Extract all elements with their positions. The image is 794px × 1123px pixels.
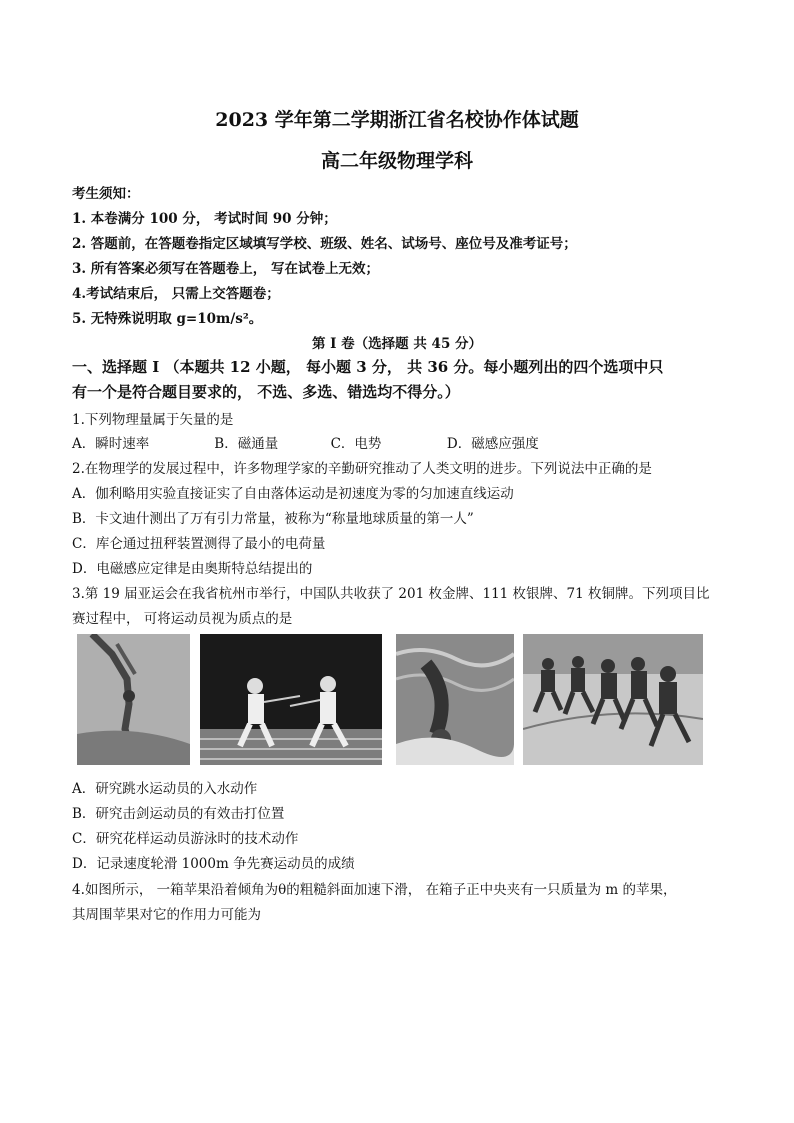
q2-option-d: D．电磁感应定律是由奥斯特总结提出的 — [72, 561, 313, 577]
q3-option-c: C．研究花样运动员游泳时的技术动作 — [72, 831, 299, 847]
q1-options — [72, 432, 539, 452]
q3-stem-line2: 赛过程中， 可将运动员视为质点的是 — [72, 611, 293, 627]
section-title: 第 Ⅰ 卷（选择题 共 45 分） — [311, 336, 483, 352]
q1-option-c: C．电势 — [330, 436, 382, 452]
exam-subtitle: 高二年级物理学科 — [320, 150, 473, 172]
speed-skating-photo — [523, 634, 703, 765]
q3-stem-line1: 3.第 19 届亚运会在我省杭州市举行，中国队共收获了 201 枚金牌、111 枚银牌、71 枚铜牌。下列项目比 — [72, 586, 710, 602]
notice-heading: 考生须知： — [72, 186, 140, 202]
q1-option-d: D．磁感应强度 — [446, 436, 539, 452]
q1-option-b: B．磁通量 — [214, 436, 279, 452]
q2-stem: 2.在物理学的发展过程中，许多物理学家的辛勤研究推动了人类文明的进步。下列说法中正确的是 — [72, 461, 652, 477]
q2-option-b: B．卡文迪什测出了万有引力常量，被称为“称量地球质量的第一人” — [72, 511, 474, 527]
diving-photo — [77, 634, 190, 765]
part-instructions-line2: 有一个是符合题目要求的， 不选、多选、错选均不得分。） — [72, 383, 460, 401]
swimming-photo — [396, 634, 514, 765]
notice-item: 3. 所有答案必须写在答题卷上， 写在试卷上无效； — [72, 261, 379, 277]
part-instructions-line1: 一、选择题 Ⅰ （本题共 12 小题， 每小题 3 分， 共 36 分。每小题列出的四个选项中只 — [72, 358, 664, 376]
notice-item: 5. 无特殊说明取 g=10m/s²。 — [72, 311, 263, 327]
q2-option-a: A．伽利略用实验直接证实了自由落体运动是初速度为零的匀加速直线运动 — [72, 486, 514, 502]
q4-stem-line1: 4.如图所示， 一箱苹果沿着倾角为θ的粗糙斜面加速下滑， 在箱子正中央夹有一只质量为 m 的苹果， — [72, 882, 677, 898]
notice-item: 4.考试结束后， 只需上交答题卷； — [72, 286, 280, 302]
fencing-photo — [200, 634, 382, 765]
q3-option-a: A．研究跳水运动员的入水动作 — [72, 781, 258, 797]
q1-stem: 1.下列物理量属于矢量的是 — [72, 412, 234, 428]
q4-stem-line2: 其周围苹果对它的作用力可能为 — [72, 907, 261, 923]
q1-option-a: A．瞬时速率 — [72, 436, 150, 452]
q2-option-c: C．库仑通过扭秤装置测得了最小的电荷量 — [72, 536, 326, 552]
q3-option-d: D．记录速度轮滑 1000m 争先赛运动员的成绩 — [72, 856, 355, 872]
notice-item: 1. 本卷满分 100 分， 考试时间 90 分钟； — [72, 211, 337, 227]
q3-option-b: B．研究击剑运动员的有效击打位置 — [72, 806, 285, 822]
notice-item: 2. 答题前，在答题卷指定区域填写学校、班级、姓名、试场号、座位号及准考证号； — [72, 236, 577, 252]
exam-title: 2023 学年第二学期浙江省名校协作体试题 — [215, 109, 579, 131]
